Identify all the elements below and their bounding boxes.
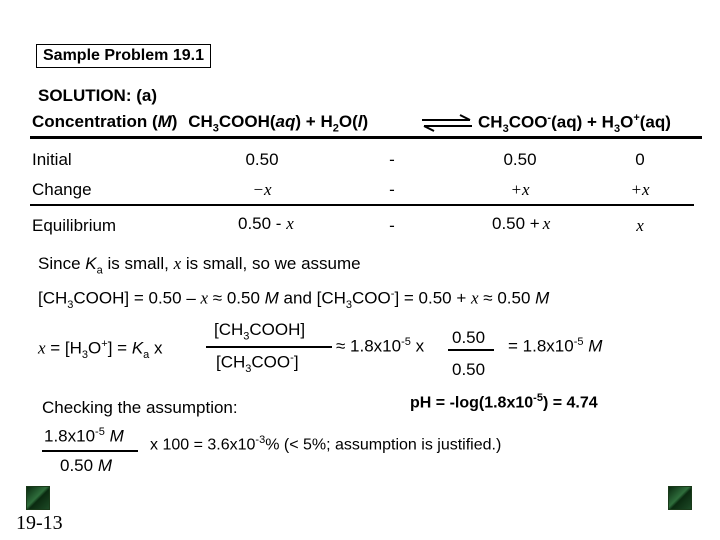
fraction-numerator: $[CH_3COOH]$ — [214, 320, 306, 343]
row-equilibrium-label: Equilibrium — [32, 216, 117, 235]
decorative-tile-right-icon — [668, 486, 692, 510]
ratio-numerator: 0.50 — [452, 328, 486, 347]
concentration-header: Concentration (M) $CH_3COOH(aq) + H_2O(l)$ — [32, 112, 369, 135]
hydronium-expression: $x = [H_3O^+] = K_a$ x — [38, 338, 163, 362]
check-denominator: 0.50 M — [60, 456, 112, 475]
slide-number: 19-13 — [16, 512, 63, 534]
row-change-c3: +x — [510, 180, 530, 199]
header-rule — [30, 136, 702, 139]
fraction-denominator: $[CH_3COO^-]$ — [216, 352, 299, 376]
solution-label: SOLUTION: (a) — [38, 86, 157, 105]
row-change-c1: −x — [252, 180, 272, 199]
products-header: $CH_3COO^-(aq) + H_3O^+(aq)$ — [478, 112, 671, 136]
sample-problem-title: Sample Problem 19.1 — [36, 44, 211, 68]
row-initial-c2: - — [389, 150, 395, 169]
fraction-bar — [206, 346, 332, 348]
row-change-c4: +x — [630, 180, 650, 199]
approx-value: ≈ $1.8x10^{-5}$ x — [336, 336, 425, 356]
result-value: = $1.8x10^{-5}$ M — [508, 336, 603, 356]
row-initial-c3: 0.50 — [503, 150, 537, 169]
ph-result: pH = $-\log(1.8x10^{-5}) = 4.74$ — [410, 392, 598, 412]
decorative-tile-left-icon — [26, 486, 50, 510]
check-fraction-bar — [42, 450, 138, 452]
row-equilibrium-c1: 0.50 - x — [238, 214, 294, 233]
row-change-c2: - — [389, 180, 395, 199]
ratio-denominator: 0.50 — [452, 360, 486, 379]
change-rule — [30, 204, 694, 206]
since-statement: Since $K_a$ is small, x is small, so we assume — [38, 254, 361, 277]
row-initial-label: Initial — [32, 150, 72, 169]
row-initial-c1: 0.50 — [245, 150, 279, 169]
assumption-statement: $[CH_3COOH] = 0.50 - x \approx 0.50$ M and $[CH_3COO^-] = 0.50 + x \approx 0.50$ M — [38, 288, 550, 312]
row-change-label: Change — [32, 180, 92, 199]
ratio-bar — [448, 349, 494, 351]
row-equilibrium-c4: x — [636, 216, 644, 235]
row-initial-c4: 0 — [635, 150, 645, 169]
row-equilibrium-c2: - — [389, 216, 395, 235]
check-label: Checking the assumption: — [42, 398, 238, 417]
check-numerator: $1.8x10^{-5}$ M — [44, 426, 124, 446]
check-percentage: x $100 = 3.6x10^{-3}\%$ (< 5%; assumption is justified.) — [150, 434, 502, 454]
row-equilibrium-c3: 0.50 + x — [492, 214, 551, 233]
equilibrium-arrows-icon — [418, 112, 476, 134]
